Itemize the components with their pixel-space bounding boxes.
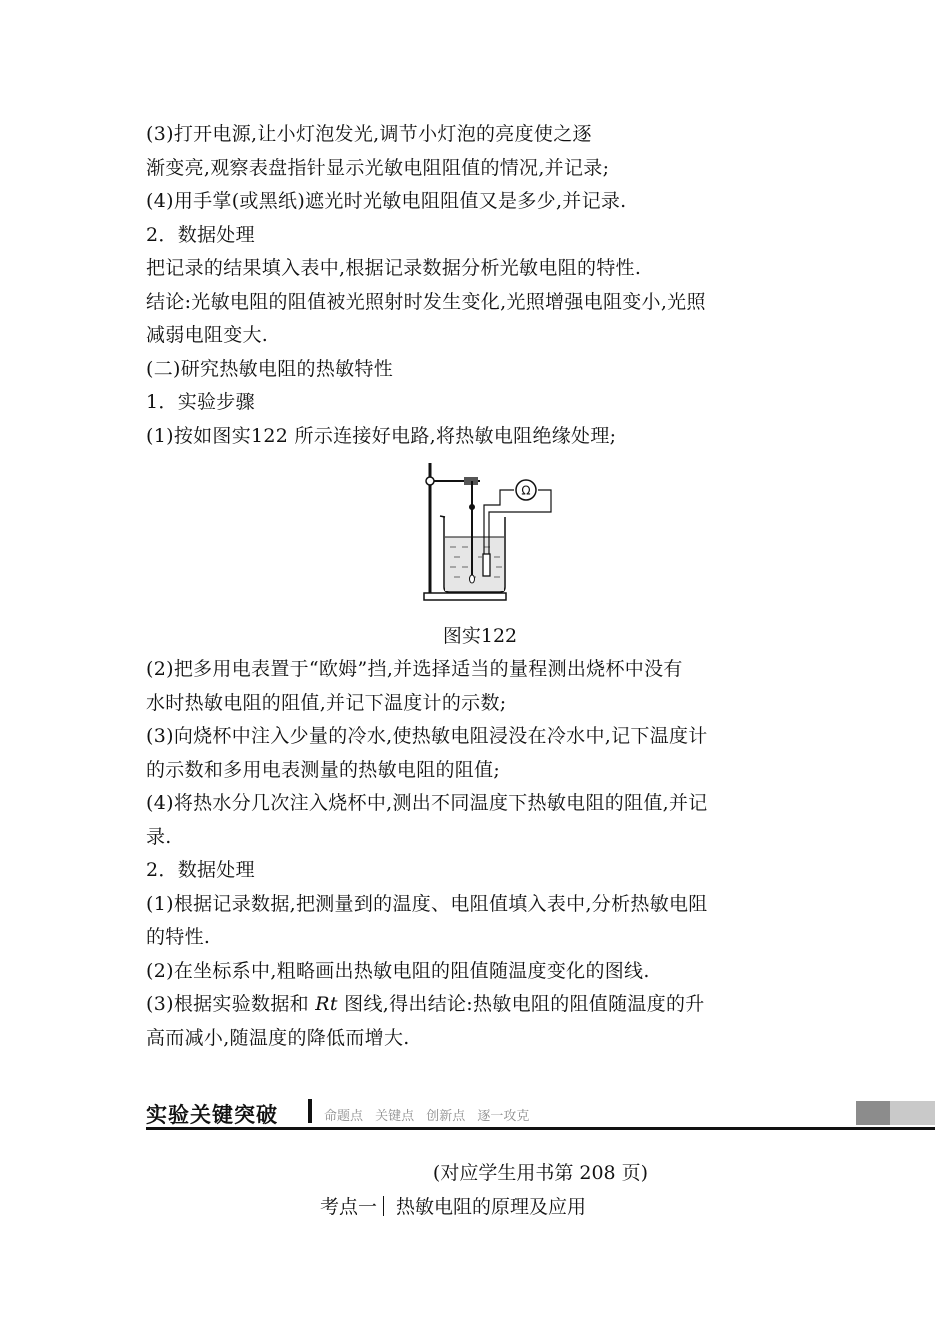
page-reference: (对应学生用书第 208 页) xyxy=(432,1162,649,1184)
text-segment: (3)根据实验数据和 xyxy=(146,993,316,1015)
text-line: (3)向烧杯中注入少量的冷水,使热敏电阻浸没在冷水中,记下温度计 xyxy=(146,725,708,747)
section-heading: (二)研究热敏电阻的热敏特性 xyxy=(146,357,394,380)
banner-rule xyxy=(146,1127,935,1130)
banner-decoration-dark xyxy=(856,1101,890,1125)
text-line: 水时热敏电阻的阻值,并记下温度计的示数; xyxy=(146,691,507,714)
topic-separator xyxy=(383,1196,384,1216)
text-line: (1)根据记录数据,把测量到的温度、电阻值填入表中,分析热敏电阻 xyxy=(146,892,708,915)
text-line: (1)按如图实122 所示连接好电路,将热敏电阻绝缘处理; xyxy=(146,424,617,447)
banner-tags: 命题点 关键点 创新点 逐一攻克 xyxy=(324,1109,530,1124)
figure-caption: 图实122 xyxy=(442,625,518,647)
banner-title: 实验关键突破 xyxy=(146,1103,278,1127)
text-line: 把记录的结果填入表中,根据记录数据分析光敏电阻的特性. xyxy=(146,257,642,279)
text-line: 录. xyxy=(146,825,172,848)
text-line: 的特性. xyxy=(146,926,211,948)
section-banner xyxy=(146,1097,935,1131)
thermistor-circuit-diagram xyxy=(416,459,556,609)
variable-rt: Rt xyxy=(315,993,338,1015)
topic-heading xyxy=(320,1192,640,1219)
experiment-figure xyxy=(146,453,814,621)
text-line: 结论:光敏电阻的阻值被光照射时发生变化,光照增强电阻变小,光照 xyxy=(146,290,706,313)
ohmmeter-symbol: Ω xyxy=(521,483,531,498)
banner-decoration-light xyxy=(890,1101,935,1125)
topic-label: 考点一 xyxy=(320,1196,378,1218)
text-line: (3)打开电源,让小灯泡发光,调节小灯泡的亮度使之逐 xyxy=(146,123,592,145)
section-heading: 1．实验步骤 xyxy=(146,391,255,413)
text-line: (4)用手掌(或黑纸)遮光时光敏电阻阻值又是多少,并记录. xyxy=(146,190,627,212)
section-heading: 2．数据处理 xyxy=(146,223,255,246)
text-line: 高而减小,随温度的降低而增大. xyxy=(146,1026,410,1049)
text-line: (2)把多用电表置于“欧姆”挡,并选择适当的量程测出烧杯中没有 xyxy=(146,658,683,680)
text-line: (2)在坐标系中,粗略画出热敏电阻的阻值随温度变化的图线. xyxy=(146,959,650,982)
text-line: 减弱电阻变大. xyxy=(146,324,269,346)
text-line: 的示数和多用电表测量的热敏电阻的阻值; xyxy=(146,758,501,781)
section-heading: 2．数据处理 xyxy=(146,859,255,881)
text-segment: 图线,得出结论:热敏电阻的阻值随温度的升 xyxy=(337,993,705,1015)
main-text xyxy=(146,118,814,1055)
text-line: 渐变亮,观察表盘指针显示光敏电阻阻值的情况,并记录; xyxy=(146,156,610,179)
topic-title: 热敏电阻的原理及应用 xyxy=(396,1196,587,1218)
text-line: (4)将热水分几次注入烧杯中,测出不同温度下热敏电阻的阻值,并记 xyxy=(146,792,708,814)
text-line xyxy=(146,988,814,1022)
banner-divider xyxy=(308,1099,312,1123)
